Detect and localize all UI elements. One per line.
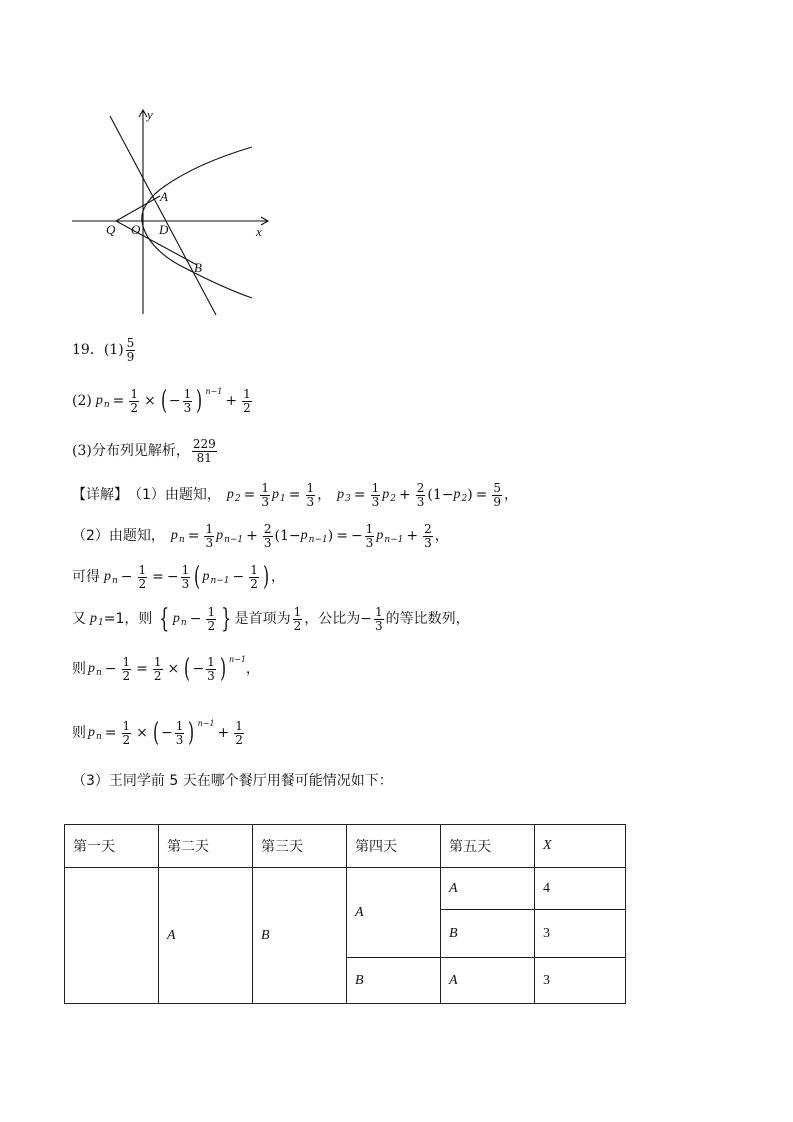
header-day4: 第四天 <box>347 825 441 868</box>
header-day3: 第三天 <box>253 825 347 868</box>
table-header-row <box>65 825 626 868</box>
label-x: x <box>256 224 262 239</box>
answer-line-2: (2) p n = $\frac{1}{2}$ × ( − $\frac{1}{3}$ ) n−1 + $\frac{1}{2}$ <box>72 386 251 416</box>
header-day2: 第二天 <box>159 825 253 868</box>
detail-line-1: 【详解】 （1）由题知， p 2 = $\frac{1}{3}$ p 1 = $\frac{1}{3}$ ， p 3 = $\frac{1}{3}$ p 2 + $\frac{2}{3}$ (1− p 2 ) = $\frac{5}{9}$ ， <box>72 480 519 509</box>
day5-cell: A <box>441 868 535 910</box>
question-number: 19． <box>72 342 104 358</box>
label-A: A <box>160 189 168 204</box>
header-x: X <box>535 825 626 868</box>
distribution-table <box>64 824 626 1004</box>
segment-QA <box>116 196 160 221</box>
table-row <box>65 868 626 910</box>
day4-cell-b: B <box>347 958 441 1004</box>
label-O: O <box>131 222 141 237</box>
day1-cell <box>65 868 159 1004</box>
label-Q: Q <box>106 222 116 237</box>
day5-cell: A <box>441 958 535 1004</box>
header-day5: 第五天 <box>441 825 535 868</box>
label-D: D <box>159 222 169 237</box>
answer-3-fraction: $\frac{229}{81}$ <box>192 436 216 465</box>
x-cell: 3 <box>535 910 626 958</box>
detail-head: 【详解】 <box>72 487 128 503</box>
day2-cell: A <box>159 868 253 1004</box>
x-cell: 4 <box>535 868 626 910</box>
day3-cell: B <box>253 868 347 1004</box>
answer-1-fraction: $\frac{5}{9}$ <box>126 335 135 364</box>
detail-line-6: 则 p n = $\frac{1}{2}$ × ( − $\frac{1}{3}$ ) n−1 + $\frac{1}{2}$ <box>72 718 243 748</box>
label-B: B <box>194 260 202 275</box>
detail-part3: （3）王同学前 5 天在哪个餐厅用餐可能情况如下： <box>72 773 393 789</box>
detail-line-3: 可得 p n − $\frac{1}{2}$ = − $\frac{1}{3}$ ( p n−1 − $\frac{1}{2}$ ) ， <box>72 562 286 592</box>
day5-cell: B <box>441 910 535 958</box>
answer-line-3: (3) 分布列见解析， $\frac{229}{81}$ <box>72 436 216 465</box>
x-cell: 3 <box>535 958 626 1004</box>
detail-line-2: （2）由题知， p n = $\frac{1}{3}$ p n−1 + $\frac{2}{3}$ (1− p n−1 ) = − $\frac{1}{3}$ p n−1 + $\frac{2}{3}$ ， <box>72 521 449 550</box>
day4-cell-a: A <box>347 868 441 958</box>
header-day1: 第一天 <box>65 825 159 868</box>
detail-line-5: 则 p n − $\frac{1}{2}$ = $\frac{1}{2}$ × ( − $\frac{1}{3}$ ) n−1 ， <box>72 654 260 684</box>
parabola-graph <box>60 100 280 320</box>
detail-line-4: 又 p 1 =1，则 { p n − $\frac{1}{2}$ } 是首项为 $\frac{1}{2}$ ，公比为 − $\frac{1}{3}$ 的等比数列， <box>72 604 470 634</box>
label-y: y <box>147 107 153 122</box>
segment-QB <box>116 221 197 265</box>
answer-line-1: 19． (1) $\frac{5}{9}$ <box>72 335 135 364</box>
